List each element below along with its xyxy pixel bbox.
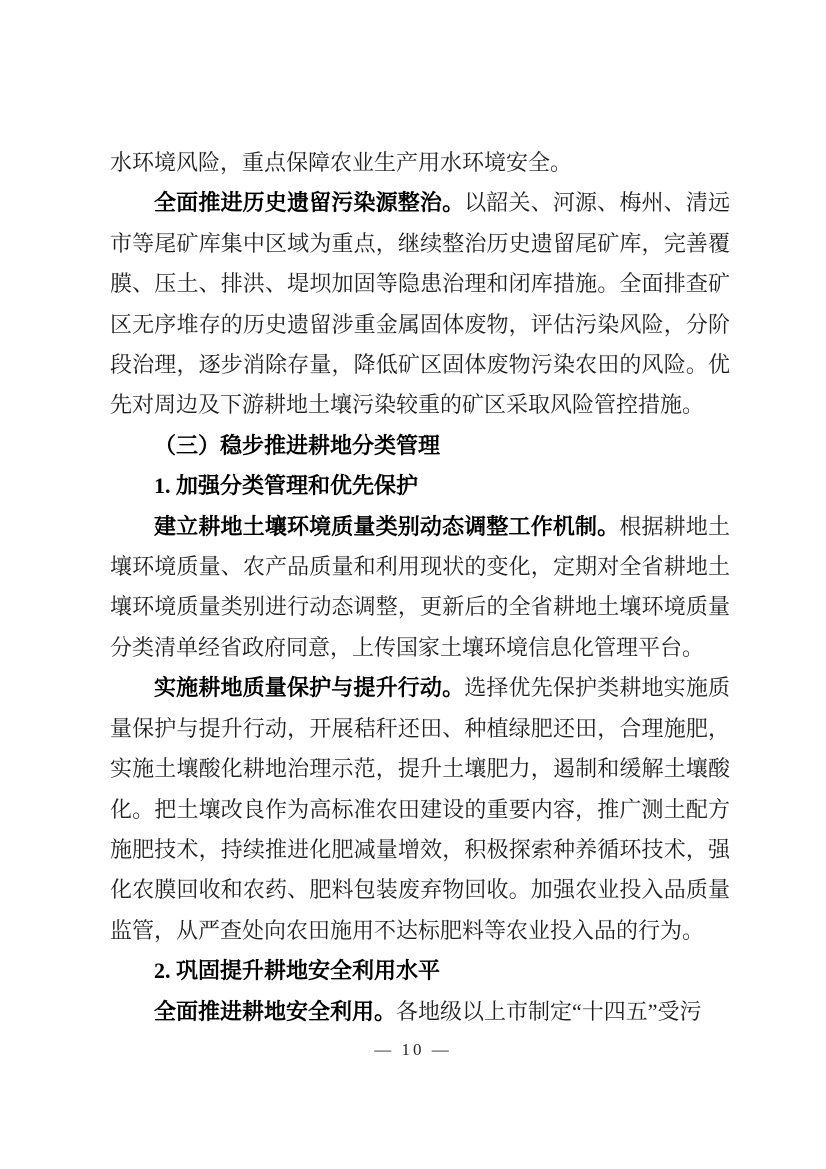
sub-heading-2 <box>110 951 730 991</box>
paragraph-text: 选择优先保护类耕地实施质量保护与提升行动，开展秸秆还田、种植绿肥还田，合理施肥，实施土壤酸化耕地治理示范，提升土壤肥力，遏制和缓解土壤酸化。把土壤改良作为高标准农田建设的重要内容，推广测土配方施肥技术，持续推进化肥减量增效，积极探索种养循环技术，强化农膜回收和农药、肥料包装废弃物回收。加强农业投入品质量监管，从严查处向农田施用不达标肥料等农业投入品的行为。 <box>110 675 730 943</box>
paragraph-dynamic-adjustment <box>110 507 730 669</box>
sub-heading-1 <box>110 466 730 506</box>
paragraph-text: 以韶关、河源、梅州、清远市等尾矿库集中区域为重点，继续整治历史遗留尾矿库，完善覆膜、压土、排洪、堤坝加固等隐患治理和闭库措施。全面排查矿区无序堆存的历史遗留涉重金属固体废物，评估污染风险，分阶段治理，逐步消除存量，降低矿区固体废物污染农田的风险。优先对周边及下游耕地土壤污染较重的矿区采取风险管控措施。 <box>110 190 730 418</box>
sub-heading-text: 2. 巩固提升耕地安全利用水平 <box>154 958 441 984</box>
paragraph-safe-use <box>110 992 730 1032</box>
page-number: — 10 — <box>374 1040 452 1059</box>
section-heading-3 <box>110 426 730 466</box>
paragraph-lead: 建立耕地土壤环境质量类别动态调整工作机制。 <box>154 513 620 539</box>
sub-heading-text: 1. 加强分类管理和优先保护 <box>154 473 419 499</box>
paragraph-lead: 全面推进历史遗留污染源整治。 <box>154 190 465 216</box>
paragraph-text: 根据耕地土壤环境质量、农产品质量和利用现状的变化，定期对全省耕地土壤环境质量类别进行动态调整，更新后的全省耕地土壤环境质量分类清单经省政府同意，上传国家土壤环境信息化管理平台。 <box>110 513 730 660</box>
paragraph-continuation <box>110 143 730 183</box>
paragraph-text: 水环境风险，重点保障农业生产用水环境安全。 <box>110 150 573 175</box>
paragraph-lead: 实施耕地质量保护与提升行动。 <box>154 675 465 701</box>
paragraph-quality-improvement <box>110 668 730 951</box>
paragraph-lead: 全面推进耕地安全利用。 <box>154 998 397 1024</box>
section-heading-text: （三）稳步推进耕地分类管理 <box>154 432 441 458</box>
paragraph-pollution-sources <box>110 183 730 425</box>
document-body <box>110 143 730 1032</box>
paragraph-text: 各地级以上市制定“十四五”受污 <box>396 998 702 1024</box>
